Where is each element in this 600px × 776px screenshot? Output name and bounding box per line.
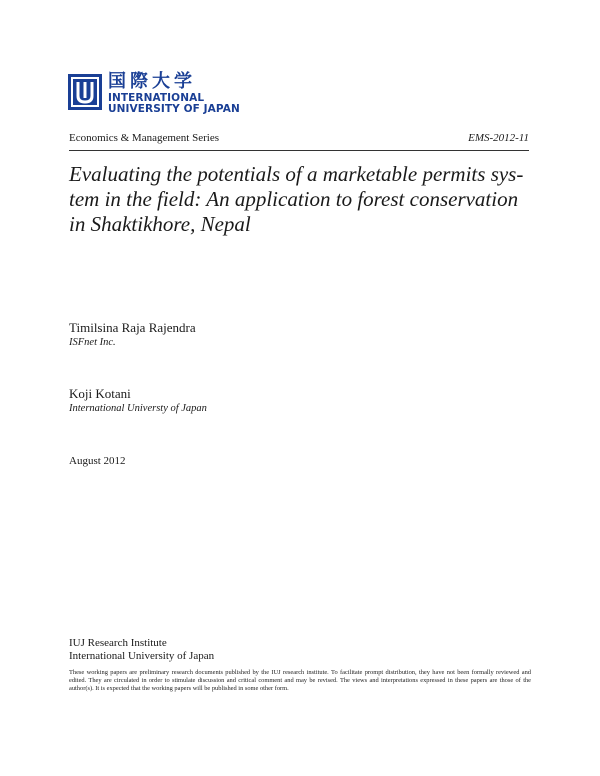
institute-line-1: IUJ Research Institute [69,637,167,649]
author-affiliation-1: ISFnet Inc. [69,337,116,348]
paper-title [69,162,539,237]
title-line: Evaluating the potentials of a marketable permits sys- [69,162,524,186]
title-line: in Shaktikhore, Nepal [69,212,251,236]
iuj-emblem-icon [68,74,102,110]
publication-date: August 2012 [69,455,126,467]
author-name-1: Timilsina Raja Rajendra [69,320,196,335]
author-name-2: Koji Kotani [69,386,131,401]
title-line: tem in the field: An application to forest conservation [69,187,519,211]
header-rule [69,150,529,151]
university-logo [68,72,264,120]
series-header [69,132,529,146]
author-affiliation-2: International Universty of Japan [69,403,207,414]
institute-line-2: International University of Japan [69,650,215,662]
logo-line-2: UNIVERSITY OF JAPAN [108,103,240,115]
logo-line-1: INTERNATIONAL [108,92,205,104]
logo-kanji: 国際大学 [108,71,196,92]
series-code: EMS-2012-11 [468,132,529,144]
disclaimer-text: These working papers are preliminary research documents published by the IUJ research institute. To facilitate prompt distribution, they have not been formally reviewed and edited. They are circulated in order to stimulate discussion and critical comment and may be revised. The views and interpretations expressed in these papers are those of the author(s). It is expected that the working papers will be published in some other form. [69,669,531,692]
series-name: Economics & Management Series [69,132,219,144]
